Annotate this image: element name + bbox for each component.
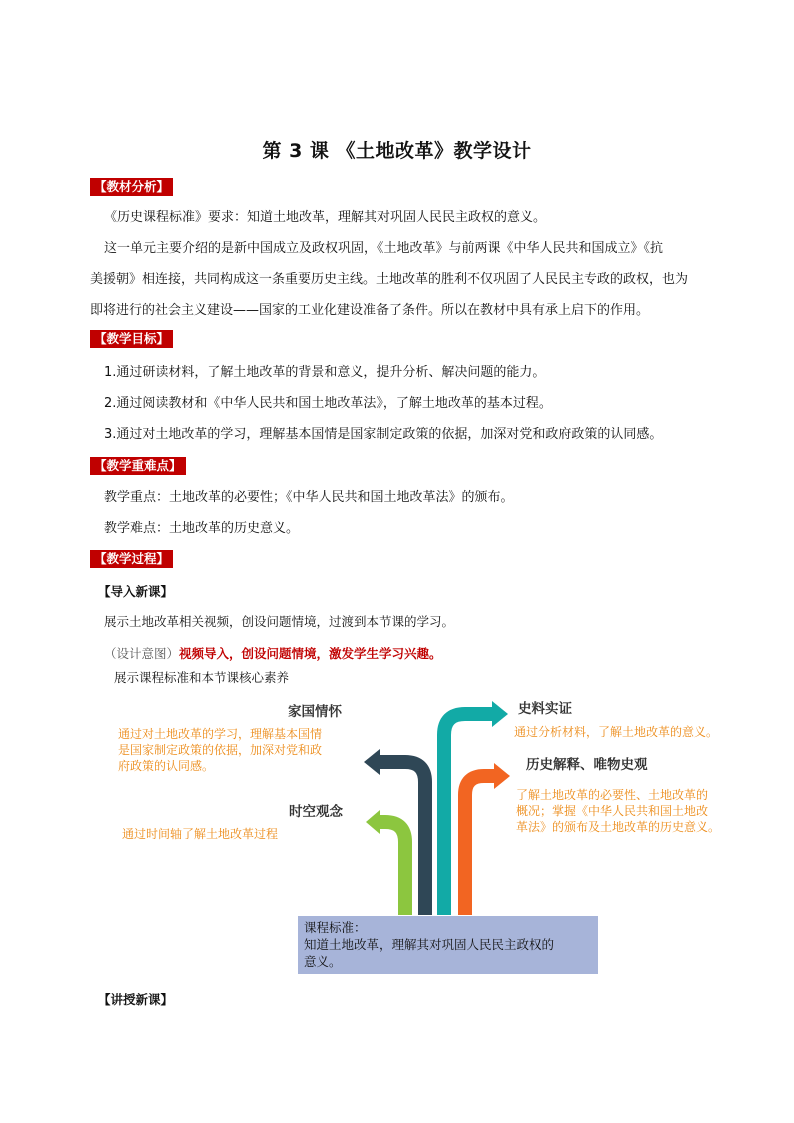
curriculum-standard-box [298, 916, 598, 974]
label-shikong: 时空观念 [289, 804, 343, 820]
section-tag-key-points: 【教学重难点】 [90, 457, 186, 475]
goal-item: 1.通过研读材料，了解土地改革的背景和意义，提升分析、解决问题的能力。 [104, 365, 546, 380]
design-text: 视频导入，创设问题情境，激发学生学习兴趣。 [179, 646, 442, 661]
green-arrow-head [366, 810, 380, 834]
standard-line: 知道土地改革，理解其对巩固人民民主政权的 [304, 937, 555, 952]
green-arrow [378, 822, 405, 915]
section-tag-textbook-analysis: 【教材分析】 [90, 178, 173, 196]
label-jiaguo: 家国情怀 [288, 704, 342, 720]
design-prefix: （设计意图） [104, 646, 180, 661]
section-tag-goals: 【教学目标】 [90, 330, 173, 348]
goal-item: 3.通过对土地改革的学习，理解基本国情是国家制定政策的依据，加深对党和政府政策的认同感。 [104, 427, 663, 442]
jiaguo-line: 府政策的认同感。 [118, 759, 215, 773]
orange-arrow [465, 776, 496, 915]
section-tag-process: 【教学过程】 [90, 550, 173, 568]
intro-text: 展示土地改革相关视频，创设问题情境，过渡到本节课的学习。 [104, 614, 455, 629]
intro-heading: 【导入新课】 [98, 584, 174, 599]
paragraph: 美援朝》相连接，共同构成这一条重要历史主线。土地改革的胜利不仅巩固了人民民主专政的政权，也为 [90, 272, 689, 287]
teal-arrow-head [492, 701, 508, 727]
show-text: 展示课程标准和本节课核心素养 [114, 670, 290, 685]
shiliao-text: 通过分析材料，了解土地改革的意义。 [514, 725, 719, 739]
orange-arrow-head [494, 763, 510, 789]
paragraph: 《历史课程标准》要求：知道土地改革，理解其对巩固人民民主政权的意义。 [104, 210, 547, 225]
standard-line: 意义。 [304, 954, 342, 969]
standard-line: 课程标准： [304, 920, 367, 935]
lishi-text [516, 787, 720, 835]
page-title: 第 3 课 《土地改革》教学设计 [262, 140, 532, 162]
jiaguo-line: 通过对土地改革的学习，理解基本国情 [118, 727, 323, 741]
jiaguo-text [118, 726, 322, 774]
paragraph: 即将进行的社会主义建设——国家的工业化建设准备了条件。所以在教材中具有承上启下的作用。 [90, 303, 650, 318]
goal-item: 2.通过阅读教材和《中华人民共和国土地改革法》，了解土地改革的基本过程。 [104, 396, 552, 411]
navy-arrow-head [364, 749, 380, 775]
shikong-text: 通过时间轴了解土地改革过程 [122, 827, 279, 841]
lishi-line: 概况；掌握《中华人民共和国土地改 [516, 804, 709, 818]
difficult-point: 教学难点：土地改革的历史意义。 [104, 521, 300, 536]
teach-heading: 【讲授新课】 [98, 992, 174, 1007]
jiaguo-line: 是国家制定政策的依据，加深对党和政 [118, 743, 323, 757]
paragraph: 这一单元主要介绍的是新中国成立及政权巩固，《土地改革》与前两课《中华人民共和国成立》《抗 [104, 241, 664, 256]
lishi-line: 革法》的颁布及土地改革的历史意义。 [516, 820, 721, 834]
lishi-line: 了解土地改革的必要性、土地改革的 [516, 788, 709, 802]
label-shiliao: 史料实证 [518, 701, 572, 717]
key-point: 教学重点：土地改革的必要性；《中华人民共和国土地改革法》的颁布。 [104, 490, 514, 505]
label-lishi: 历史解释、唯物史观 [526, 757, 648, 773]
